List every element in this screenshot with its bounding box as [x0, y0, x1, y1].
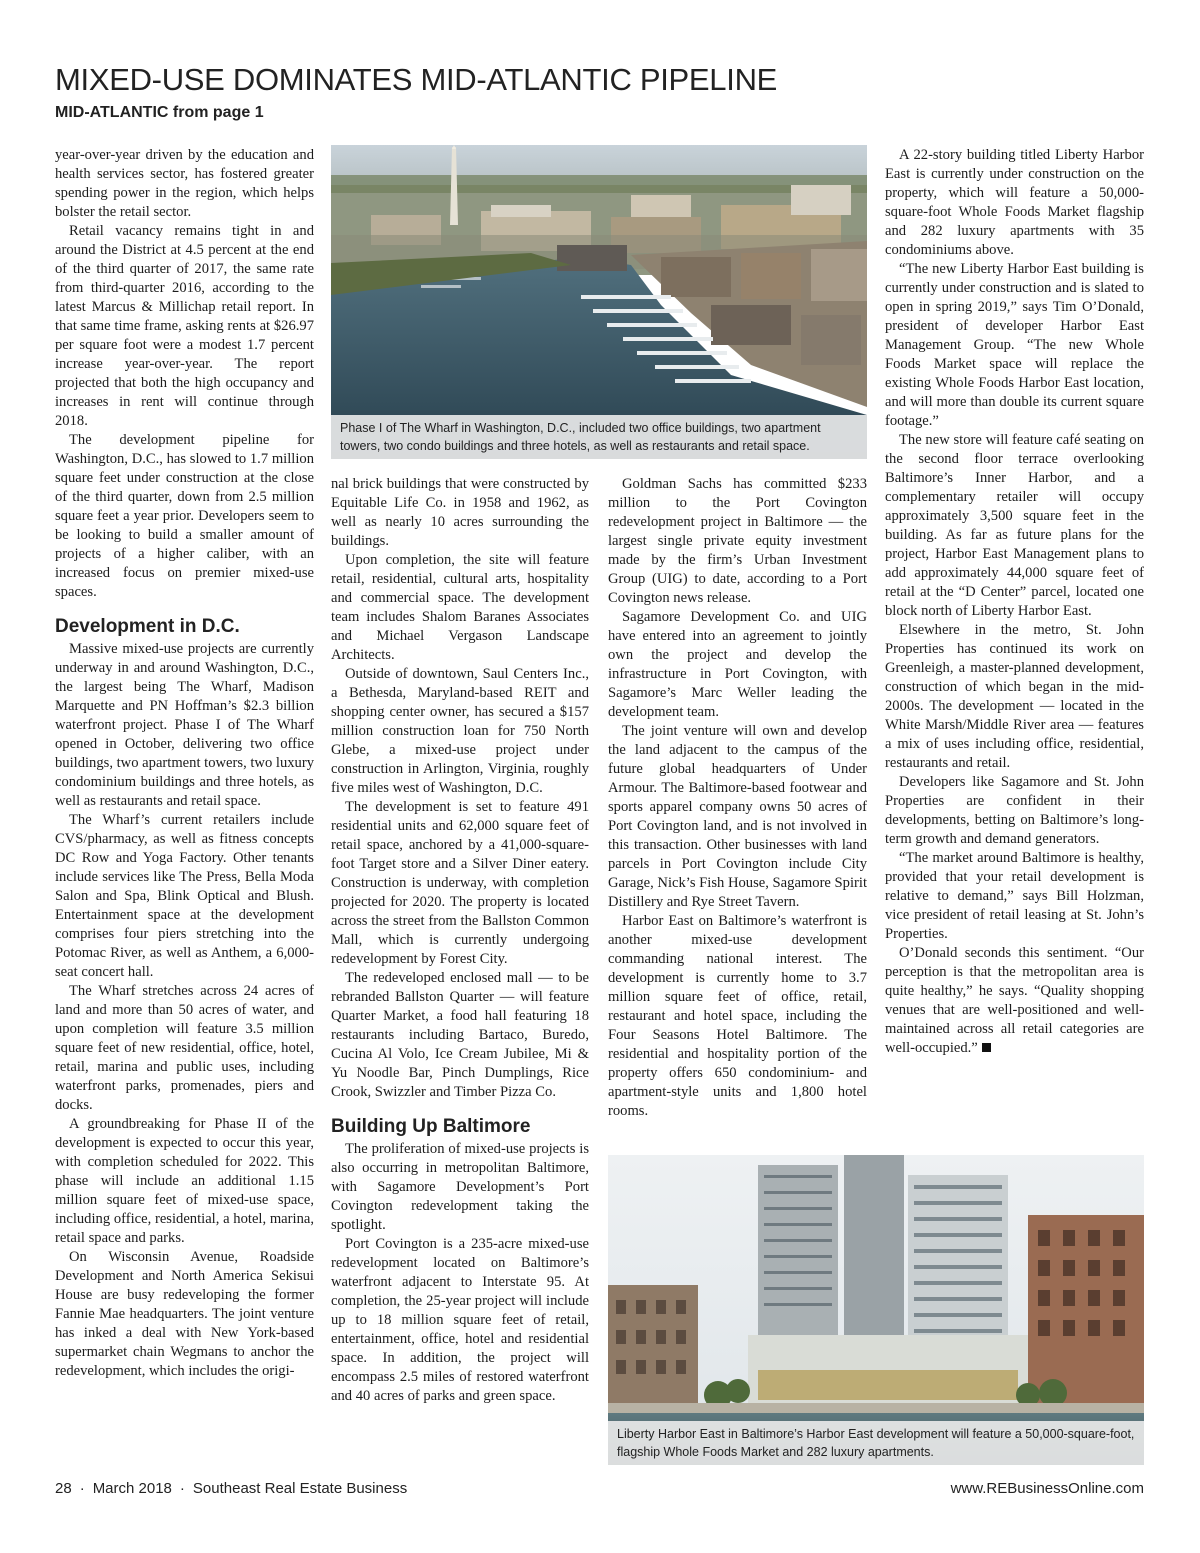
paragraph: The Wharf stretches across 24 acres of land and more than 50 acres of water, and upon completion will feature 3.5 million square feet of new residential, office, hotel, retail, marina and public uses, including waterfront parks, promenades, piers and docks. — [55, 983, 314, 1113]
paragraph: Massive mixed-use projects are currently underway in and around Washington, D.C., the largest being The Wharf, Madison Marquette and PN Hoffman’s $2.3 billion waterfront project. Phase I of The Wharf opened in October, delivering two office buildings, two apartment towers, two luxury condominium buildings and three hotels, as well as restaurants and retail space. — [55, 641, 315, 809]
end-of-article-mark-icon — [982, 1043, 991, 1052]
paragraph: The joint venture will own and develop the land adjacent to the campus of the future global headquarters of Under Armour. The Baltimore-based footwear and sports apparel company owns 50 acres of Port Covington land, and is not involved in this transaction. Other businesses with land parcels in Port Covington include City Garage, Nick’s Fish House, Sagamore Spirit Distillery and Rye Street Tavern. — [608, 723, 867, 910]
paragraph: The proliferation of mixed-use projects is also occurring in metropolitan Baltimore, with Sagamore Development’s Port Covington redevelopment taking the spotlight. — [331, 1141, 589, 1233]
paragraph: The Wharf’s current retailers include CVS/pharmacy, as well as fitness concepts DC Row and Yoga Factory. Other tenants include services like The Press, Bella Moda Salon and Spa, Blink Optical and Blush. Entertainment space at the development comprises four piers stretching into the Potomac River, as well as Anthem, a 6,000-seat concert hall. — [55, 812, 314, 980]
paragraph: The new store will feature café seating on the second floor terrace overlooking Baltimore’s Inner Harbor, and a complementary retailer will occupy approximately 3,500 square feet in the building. As far as future plans for the project, Harbor East Management plans to add approximately 44,000 square feet of retail at the “D Center” parcel, located one block north of Liberty Harbor East. — [885, 432, 1144, 619]
paragraph: Outside of downtown, Saul Centers Inc., a Bethesda, Maryland-based REIT and shopping center owner, has secured a $157 million construction loan for 750 North Glebe, a mixed-use project under construction in Arlington, Virginia, roughly five miles west of Washington, D.C. — [331, 666, 589, 796]
paragraph: A groundbreaking for Phase II of the development is expected to occur this year, with completion scheduled for 2022. This phase will include an additional 1.15 million square feet of mixed-use space, including office, residential, a hotel, marina, retail space and parks. — [55, 1116, 314, 1246]
closing-paragraph-text: O’Donald seconds this sentiment. “Our perception is that the metropolitan area is quite healthy,” he says. “Quality shopping venues that are well-positioned and well-maintained across all retail categories are well-occupied.” — [885, 945, 1144, 1056]
paragraph: “The market around Baltimore is healthy, provided that your retail development is relative to demand,” says Bill Holzman, vice president of retail leasing at St. John’s Properties. — [885, 850, 1144, 942]
separator: · — [79, 1480, 85, 1497]
page-footer — [55, 1480, 1144, 1500]
liberty-harbor-east-rendering — [608, 1155, 1144, 1465]
paragraph: A 22-story building titled Liberty Harbor East is currently under construction on the property, which will feature a 50,000-square-foot Whole Foods Market flagship and 282 luxury apartments with 35 condominiums above. — [885, 147, 1144, 258]
issue-date: March 2018 — [92, 1480, 172, 1497]
paragraph: Port Covington is a 235-acre mixed-use redevelopment located on Baltimore’s waterfront adjacent to Interstate 95. At completion, the 25-year project will include up to 18 million square feet of retail, entertainment, office, hotel and residential space. In addition, the project will encompass 2.5 miles of restored waterfront and 40 acres of parks and green space. — [331, 1236, 589, 1404]
paragraph: Harbor East on Baltimore’s waterfront is another mixed-use development commanding national interest. The development is currently home to 3.7 million square feet of office, retail, restaurant and hotel space, including the Four Seasons Hotel Baltimore. The residential and hospitality portion of the property offers 650 condominium- and apartment-style units and 1,800 hotel rooms. — [608, 913, 867, 1119]
paragraph: On Wisconsin Avenue, Roadside Development and North America Sekisui House are busy redeveloping the former Fannie Mae headquarters. The joint venture has inked a deal with New York-based supermarket chain Wegmans to anchor the redevelopment, which includes the origi- — [55, 1249, 314, 1379]
paragraph: Developers like Sagamore and St. John Properties are confident in their developments, betting on Baltimore’s long-term growth and demand generators. — [885, 774, 1144, 847]
footer-left — [55, 1480, 407, 1497]
paragraph — [885, 944, 1144, 1058]
publication-name: Southeast Real Estate Business — [192, 1480, 408, 1497]
jump-line: MID-ATLANTIC from page 1 — [55, 104, 264, 121]
paragraph: The development pipeline for Washington, D.C., has slowed to 1.7 million square feet under construction at the close of the third quarter, down from 2.5 million square feet a year prior. Developers seem to be looking to build a smaller amount of projects of a higher caliber, with an increased focus on premier mixed-use spaces. — [55, 432, 314, 600]
article-column-4 — [885, 146, 1144, 1058]
section-heading-building-up-baltimore: Building Up Baltimore — [331, 1116, 531, 1137]
article-column-2 — [331, 475, 589, 1406]
wharf-photo-caption: Phase I of The Wharf in Washington, D.C., included two office buildings, two apartment towers, two condo buildings and three hotels, as well as restaurants and retail space. — [331, 415, 867, 459]
article-column-3 — [608, 475, 867, 1121]
wharf-aerial-illustration — [331, 145, 867, 459]
paragraph: The development is set to feature 491 residential units and 62,000 square feet of retail space, anchored by a 41,000-square-foot Target store and a Silver Diner eatery. Construction is underway, with completion projected for 2020. The property is located across the street from the Ballston Common Mall, which is currently undergoing redevelopment by Forest City. — [331, 799, 589, 967]
paragraph: The redeveloped enclosed mall — to be rebranded Ballston Quarter — will feature Quarter Market, a food hall featuring 18 restaurants including Bartaco, Buredo, Cucina Al Volo, Ice Cream Jubilee, Mi & Yu Noodle Bar, Pinch Dumplings, Rice Crook, Swizzler and Timber Pizza Co. — [331, 970, 589, 1100]
page-number: 28 — [55, 1480, 72, 1497]
paragraph: nal brick buildings that were constructed by Equitable Life Co. in 1958 and 1962, as well as nearly 10 acres surrounding the buildings. — [331, 476, 589, 549]
paragraph: Upon completion, the site will feature retail, residential, cultural arts, hospitality and commercial space. The development team includes Shalom Baranes Associates and Michael Vergason Landscape Architects. — [331, 552, 589, 663]
harbor-photo-caption: Liberty Harbor East in Baltimore’s Harbor East development will feature a 50,000-square-foot, flagship Whole Foods Market and 282 luxury apartments. — [608, 1421, 1144, 1465]
article-headline: MIXED-USE DOMINATES MID-ATLANTIC PIPELINE — [55, 62, 778, 97]
separator: · — [179, 1480, 185, 1497]
paragraph: Retail vacancy remains tight in and around the District at 4.5 percent at the end of the third quarter of 2017, the same rate from third-quarter 2016, according to the latest Marcus & Millichap retail report. In that same time frame, asking rents at $26.97 per square foot were a modest 1.7 percent increase year-over-year. The report projected that both the high occupancy and increases in rent will continue through 2018. — [55, 223, 314, 429]
paragraph: Goldman Sachs has committed $233 million to the Port Covington redevelopment project in Baltimore — the largest single private equity investment made by the firm’s Urban Investment Group (UIG) to date, according to a Port Covington news release. — [608, 476, 867, 606]
wharf-aerial-photo — [331, 145, 867, 459]
harbor-east-illustration — [608, 1155, 1144, 1465]
paragraph: year-over-year driven by the education and health services sector, has fostered greater spending power in the region, which helps bolster the retail sector. — [55, 147, 314, 220]
section-heading-development-dc: Development in D.C. — [55, 616, 240, 637]
article-column-1 — [55, 146, 314, 1381]
paragraph: Sagamore Development Co. and UIG have entered into an agreement to jointly own the project and develop the infrastructure in Port Covington, with Sagamore’s Marc Weller leading the development team. — [608, 609, 867, 720]
website-link[interactable]: www.REBusinessOnline.com — [950, 1480, 1144, 1497]
paragraph: Elsewhere in the metro, St. John Properties has continued its work on Greenleigh, a master-planned development, construction of which began in the mid-2000s. The development — located in the White Marsh/Middle River area — features a mix of uses including office, residential, restaurants and retail. — [885, 622, 1144, 771]
paragraph: “The new Liberty Harbor East building is currently under construction and is slated to open in spring 2019,” says Tim O’Donald, president of developer Harbor East Management Group. “The new Whole Foods Market space will replace the existing Whole Foods Harbor East location, and will more than double its current square footage.” — [885, 261, 1144, 429]
